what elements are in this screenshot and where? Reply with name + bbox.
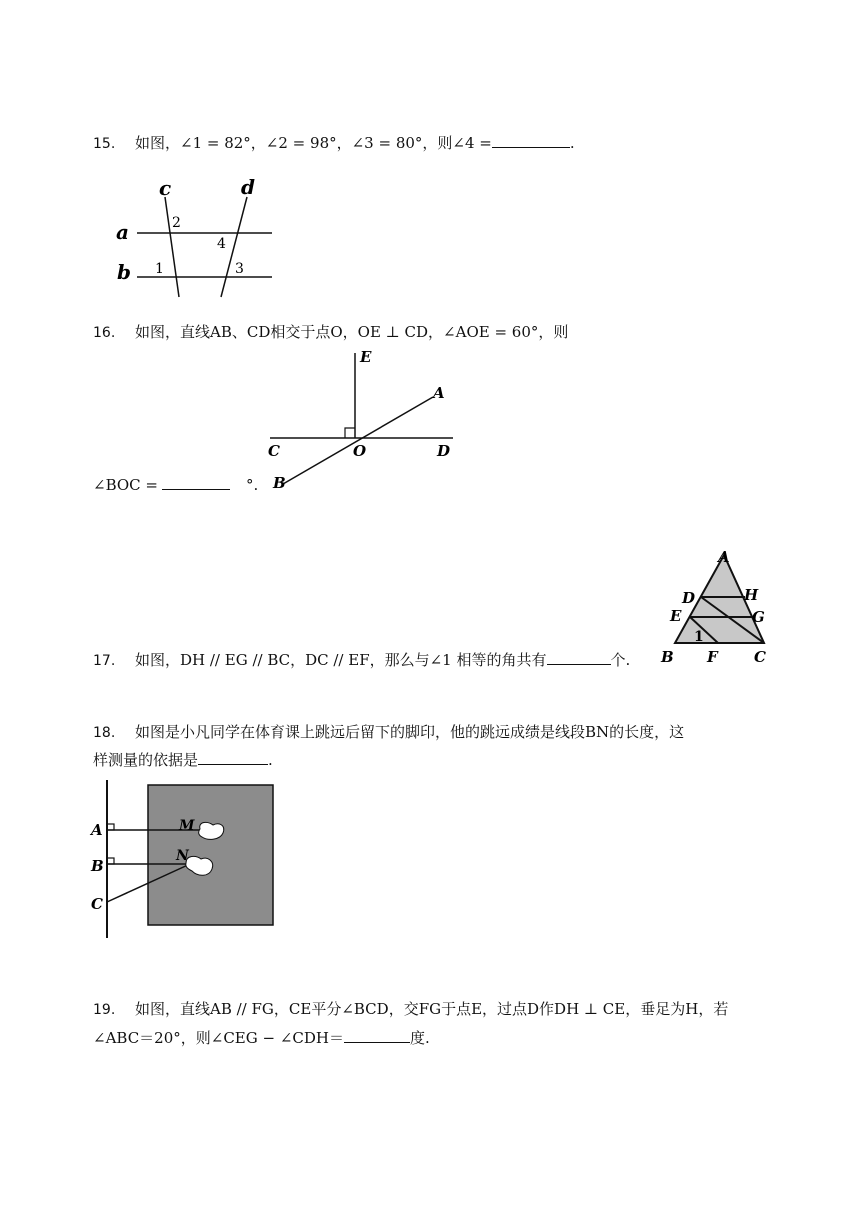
- figure-16: [265, 348, 465, 493]
- question-text: 如图是小凡同学在体育课上跳远后留下的脚印，他的跳远成绩是线段BN的长度，这: [135, 723, 685, 741]
- question-19: [93, 999, 728, 1020]
- label-a: a: [116, 220, 129, 244]
- answer-blank[interactable]: [492, 133, 570, 148]
- label-G: G: [752, 608, 765, 626]
- label-N: N: [176, 848, 189, 864]
- label-B: B: [273, 474, 286, 492]
- answer-blank[interactable]: [198, 750, 268, 765]
- label-E: E: [670, 607, 682, 625]
- unit-text: 度.: [410, 1029, 430, 1047]
- right-angle-b: [107, 858, 114, 864]
- question-number: 18.: [93, 725, 116, 741]
- question-text: 如图，∠1 = 82°，∠2 = 98°，∠3 = 80°，则∠4 =: [135, 134, 492, 152]
- question-number: 19.: [93, 1002, 116, 1018]
- label-O: O: [353, 442, 367, 460]
- degree-period: °.: [245, 476, 259, 494]
- figure-15: [110, 175, 280, 305]
- label-A: A: [433, 384, 445, 402]
- right-angle-mark: [345, 428, 355, 438]
- label-C: C: [754, 648, 766, 666]
- answer-blank[interactable]: [547, 650, 611, 665]
- answer-blank[interactable]: [162, 475, 230, 490]
- question-18: [93, 722, 684, 743]
- angle-2: 2: [172, 215, 181, 231]
- label-B: B: [661, 648, 674, 666]
- angle-1: 1: [155, 261, 164, 277]
- question-16-line2: [93, 475, 258, 495]
- question-number: 15.: [93, 136, 116, 152]
- footprint-m: [199, 822, 224, 839]
- figure-18: [88, 775, 288, 945]
- period: .: [268, 751, 273, 769]
- label-C: C: [268, 442, 280, 460]
- question-number: 16.: [93, 325, 116, 341]
- label-B: B: [91, 857, 104, 875]
- angle-4: 4: [217, 236, 226, 252]
- label-F: F: [707, 648, 718, 666]
- figure-17: [660, 545, 770, 670]
- period: .: [569, 134, 575, 152]
- question-17: [93, 650, 630, 671]
- question-18-line2: [93, 750, 273, 770]
- label-E: E: [360, 348, 372, 366]
- line-ab: [283, 397, 433, 484]
- angle-3: 3: [235, 261, 244, 277]
- question-text: ∠BOC =: [93, 476, 158, 494]
- answer-blank[interactable]: [344, 1028, 410, 1043]
- label-A: A: [91, 821, 103, 839]
- label-b: b: [117, 260, 131, 284]
- label-D: D: [682, 589, 696, 607]
- question-number: 17.: [93, 653, 116, 669]
- label-D: D: [437, 442, 451, 460]
- question-text: 如图，直线AB // FG，CE平分∠BCD，交FG于点E，过点D作DH ⊥ CE，垂足为H，若: [135, 1000, 729, 1018]
- angle-1: 1: [694, 629, 704, 645]
- sand-pit: [148, 785, 273, 925]
- label-M: M: [179, 818, 195, 834]
- label-c: c: [159, 176, 172, 200]
- question-text: 样测量的依据是: [93, 751, 199, 769]
- question-16: [93, 322, 568, 343]
- label-C: C: [91, 895, 103, 913]
- unit-text: 个.: [610, 651, 631, 669]
- question-text: ∠ABC＝20°，则∠CEG − ∠CDH＝: [93, 1029, 345, 1047]
- label-d: d: [241, 175, 255, 199]
- question-text: 如图，直线AB、CD相交于点O，OE ⊥ CD，∠AOE = 60°，则: [135, 323, 569, 341]
- question-15: [93, 133, 575, 154]
- question-text: 如图，DH // EG // BC，DC // EF，那么与∠1 相等的角共有: [135, 651, 547, 669]
- question-19-line2: [93, 1028, 430, 1048]
- label-H: H: [744, 586, 759, 604]
- line-c: [165, 197, 179, 297]
- right-angle-a: [107, 824, 114, 830]
- label-A: A: [718, 548, 730, 566]
